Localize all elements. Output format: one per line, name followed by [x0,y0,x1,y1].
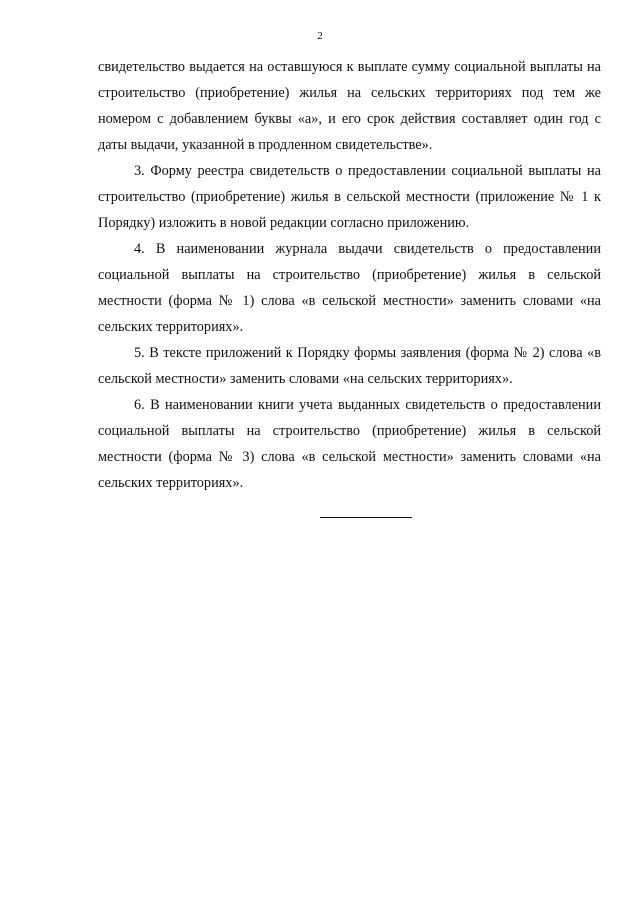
paragraph-continuation: свидетельство выдается на оставшуюся к выплате сумму социальной выплаты на строительство (приобретение) жилья на сельских территориях под тем же номером с добавлением буквы «а», и его срок действия составляет один год с даты выдачи, указанной в продленном свидетельстве». [98,59,601,153]
end-separator-line [320,517,412,518]
paragraph-item-4: 4. В наименовании журнала выдачи свидетельств о предоставлении социальной выплаты на строительство (приобретение) жилья в сельской местности (форма № 1) слова «в сельской местности» заменить словами «на сельских территориях». [98,241,601,335]
paragraph-item-5: 5. В тексте приложений к Порядку формы заявления (форма № 2) слова «в сельской местности» заменить словами «на сельских территориях». [98,345,601,387]
page-number: 2 [317,30,323,42]
paragraph-item-6: 6. В наименовании книги учета выданных свидетельств о предоставлении социальной выплаты на строительство (приобретение) жилья в сельской местности (форма № 3) слова «в сельской местности» заменить словами «на сельских территориях». [98,397,601,491]
paragraph-item-3: 3. Форму реестра свидетельств о предоставлении социальной выплаты на строительство (приобретение) жилья в сельской местности (приложение № 1 к Порядку) изложить в новой редакции согласно приложению. [98,163,601,231]
document-body [98,54,601,496]
